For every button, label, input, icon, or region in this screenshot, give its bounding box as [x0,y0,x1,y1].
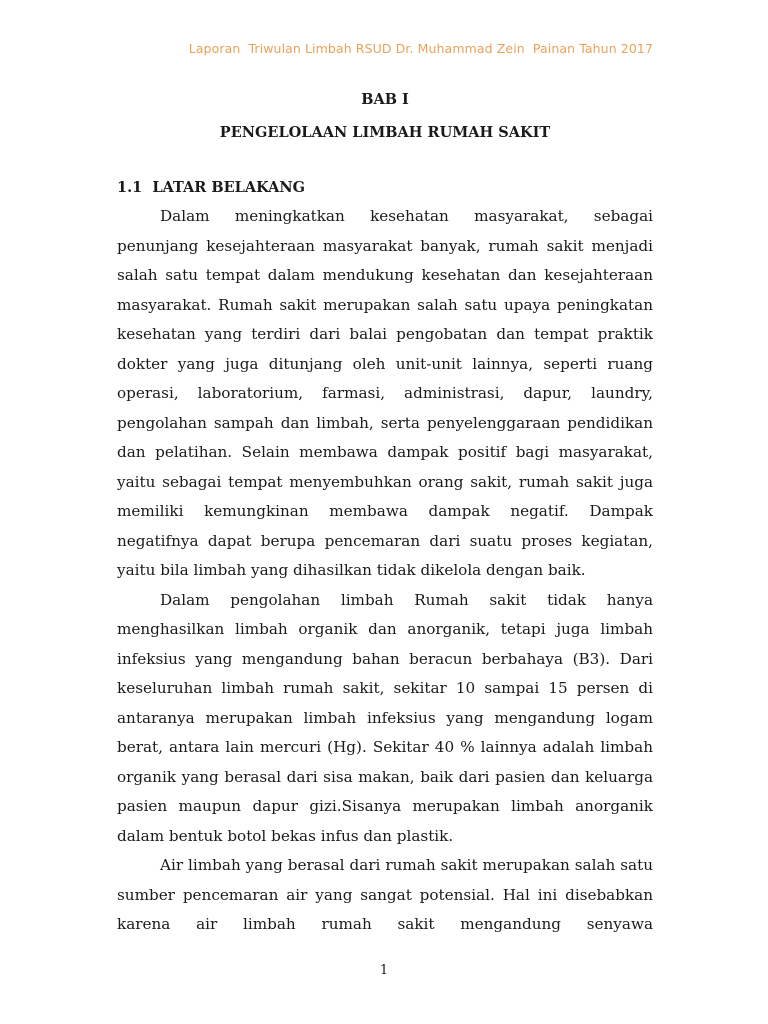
chapter-title: PENGELOLAAN LIMBAH RUMAH SAKIT [219,124,551,141]
page-content [117,88,653,940]
chapter-label: BAB I [361,91,409,108]
body-paragraph: Air limbah yang berasal dari rumah sakit merupakan salah satu sumber pencemaran air yang sangat potensial. Hal ini disebabkan karena air limbah rumah sakit mengandung senyawa [117,856,653,933]
section-heading: 1.1 LATAR BELAKANG [117,179,305,196]
page-number: 1 [379,963,389,978]
body-paragraph: Dalam pengolahan limbah Rumah sakit tidak hanya menghasilkan limbah organik dan anorganik, tetapi juga limbah infeksius yang mengandung bahan beracun berbahaya (B3). Dari keseluruhan limbah rumah sakit, sekitar 10 sampai 15 persen di antaranya merupakan limbah infeksius yang mengandung logam berat, antara lain mercuri (Hg). Sekitar 40 % lainnya adalah limbah organik yang berasal dari sisa makan, baik dari pasien dan keluarga pasien maupun dapur gizi.Sisanya merupakan limbah anorganik dalam bentuk botol bekas infus dan plastik. [117,590,653,845]
body-paragraph: Dalam meningkatkan kesehatan masyarakat, sebagai penunjang kesejahteraan masyarakat banyak, rumah sakit menjadi salah satu tempat dalam mendukung kesehatan dan kesejahteraan masyarakat. Rumah sakit merupakan salah satu upaya peningkatan kesehatan yang terdiri dari balai pengobatan dan tempat praktik dokter yang juga ditunjang oleh unit-unit lainnya, seperti ruang operasi, laboratorium, farmasi, administrasi, dapur, laundry, pengolahan sampah dan limbah, serta penyelenggaraan pendidikan dan pelatihan. Selain membawa dampak positif bagi masyarakat, yaitu sebagai tempat menyembuhkan orang sakit, rumah sakit juga memiliki kemungkinan membawa dampak negatif. Dampak negatifnya dapat berupa pencemaran dari suatu proses kegiatan, yaitu bila limbah yang dihasilkan tidak dikelola dengan baik. [117,207,653,579]
running-header: Laporan Triwulan Limbah RSUD Dr. Muhammad Zein Painan Tahun 2017 [188,41,653,56]
